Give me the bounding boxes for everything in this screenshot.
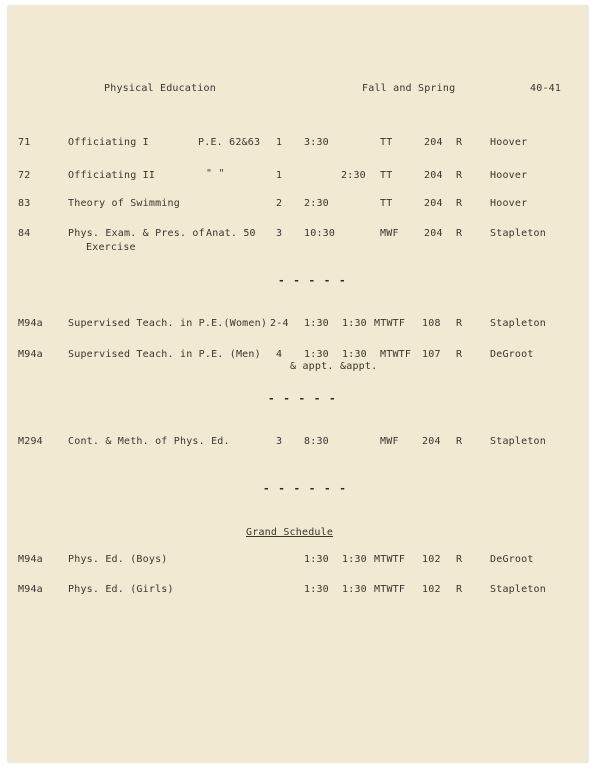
course-time: 3:30 bbox=[304, 137, 329, 148]
course-instructor: Hoover bbox=[490, 170, 528, 181]
course-instructor: Hoover bbox=[490, 198, 528, 209]
course-time: 2:30 bbox=[304, 198, 329, 209]
course-building: R bbox=[456, 228, 463, 239]
course-credits: 1 bbox=[276, 137, 283, 148]
course-time-second: 2:30 bbox=[341, 170, 366, 181]
course-time-second: 1:30 bbox=[342, 349, 367, 360]
course-time-second: 1:30 bbox=[342, 584, 367, 595]
course-instructor: Stapleton bbox=[490, 228, 546, 239]
course-instructor: Hoover bbox=[490, 137, 528, 148]
course-time-note: & appt. bbox=[290, 361, 334, 372]
course-days: MTWTF bbox=[374, 584, 406, 595]
course-number: M94a bbox=[18, 584, 43, 595]
course-title: Supervised Teach. in P.E.(Women) bbox=[68, 318, 268, 329]
course-days: TT bbox=[380, 198, 393, 209]
course-room: 204 bbox=[422, 436, 441, 447]
course-room: 102 bbox=[422, 554, 441, 565]
course-days: MTWTF bbox=[374, 554, 406, 565]
course-building: R bbox=[456, 170, 463, 181]
course-credits: 2-4 bbox=[270, 318, 289, 329]
course-building: R bbox=[456, 436, 463, 447]
course-title: Theory of Swimming bbox=[68, 198, 180, 209]
course-number: M294 bbox=[18, 436, 43, 447]
course-title: Phys. Exam. & Pres. of bbox=[68, 228, 205, 239]
course-title: Supervised Teach. in P.E. (Men) bbox=[68, 349, 261, 360]
document-page bbox=[8, 6, 588, 762]
course-time-second: 1:30 bbox=[342, 554, 367, 565]
year-label: 40-41 bbox=[530, 83, 562, 94]
course-instructor: Stapleton bbox=[490, 318, 546, 329]
course-time: 1:30 bbox=[304, 349, 329, 360]
course-credits: 1 bbox=[276, 170, 283, 181]
course-room: 204 bbox=[424, 198, 443, 209]
separator: - - - - - bbox=[278, 274, 347, 287]
course-title: Phys. Ed. (Girls) bbox=[68, 584, 174, 595]
course-title: Officiating I bbox=[68, 137, 149, 148]
course-time-second: 1:30 bbox=[342, 318, 367, 329]
course-title-continued: Exercise bbox=[86, 242, 136, 253]
course-building: R bbox=[456, 349, 463, 360]
course-time: 1:30 bbox=[304, 584, 329, 595]
course-prerequisite: P.E. 62&63 bbox=[198, 137, 261, 148]
course-number: 84 bbox=[18, 228, 31, 239]
course-time: 1:30 bbox=[304, 554, 329, 565]
separator: - - - - - - bbox=[263, 482, 347, 495]
course-days: MTWTF bbox=[380, 349, 412, 360]
course-room: 204 bbox=[424, 137, 443, 148]
course-room: 107 bbox=[422, 349, 441, 360]
course-credits: 4 bbox=[276, 349, 283, 360]
course-room: 204 bbox=[424, 228, 443, 239]
course-instructor: DeGroot bbox=[490, 349, 534, 360]
course-building: R bbox=[456, 198, 463, 209]
course-title: Officiating II bbox=[68, 170, 156, 181]
course-days: TT bbox=[380, 137, 393, 148]
course-days: MTWTF bbox=[374, 318, 406, 329]
course-number: M94a bbox=[18, 318, 43, 329]
course-credits: 2 bbox=[276, 198, 283, 209]
course-time: 10:30 bbox=[304, 228, 336, 239]
course-building: R bbox=[456, 318, 463, 329]
course-number: 71 bbox=[18, 137, 31, 148]
course-building: R bbox=[456, 137, 463, 148]
department-title: Physical Education bbox=[104, 83, 216, 94]
course-number: 72 bbox=[18, 170, 31, 181]
course-time: 8:30 bbox=[304, 436, 329, 447]
course-credits: 3 bbox=[276, 436, 283, 447]
course-number: M94a bbox=[18, 349, 43, 360]
course-title: Cont. & Meth. of Phys. Ed. bbox=[68, 436, 230, 447]
course-time-second-note: &appt. bbox=[340, 361, 378, 372]
course-time: 1:30 bbox=[304, 318, 329, 329]
course-days: TT bbox=[380, 170, 393, 181]
course-instructor: Stapleton bbox=[490, 584, 546, 595]
course-prerequisite: Anat. 50 bbox=[206, 228, 256, 239]
separator: - - - - - bbox=[268, 392, 337, 405]
course-number: 83 bbox=[18, 198, 31, 209]
course-instructor: Stapleton bbox=[490, 436, 546, 447]
course-days: MWF bbox=[380, 228, 399, 239]
course-building: R bbox=[456, 584, 463, 595]
course-prerequisite: " " bbox=[206, 168, 225, 179]
course-days: MWF bbox=[380, 436, 399, 447]
course-building: R bbox=[456, 554, 463, 565]
course-credits: 3 bbox=[276, 228, 283, 239]
course-room: 108 bbox=[422, 318, 441, 329]
course-title: Phys. Ed. (Boys) bbox=[68, 554, 168, 565]
course-room: 102 bbox=[422, 584, 441, 595]
course-number: M94a bbox=[18, 554, 43, 565]
course-instructor: DeGroot bbox=[490, 554, 534, 565]
section-heading: Grand Schedule bbox=[246, 527, 334, 538]
course-room: 204 bbox=[424, 170, 443, 181]
term-label: Fall and Spring bbox=[362, 83, 456, 94]
